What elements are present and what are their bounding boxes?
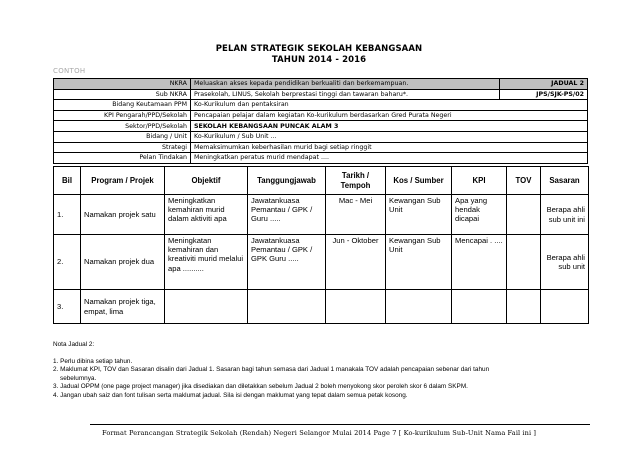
cell-objektif: Meningkatan kemahiran dan kreativiti murid melalui apa .......... (165, 235, 248, 290)
page-footer: Format Perancangan Strategik Sekolah (Rendah) Negeri Selangor Mulai 2014 Page 7 [ Ko-kurikulum Sub-Unit Nama Fail ini ] (102, 429, 537, 437)
header-sasaran: Sasaran (541, 167, 589, 195)
cell-bil: 1. (54, 195, 81, 235)
cell-tov[interactable] (507, 290, 541, 324)
kpi-label: KPI Pengarah/PPD/Sekolah (54, 110, 191, 121)
nkra-value: Meluaskan akses kepada pendidikan berkualiti dan berkemampuan. (191, 79, 500, 90)
header-bil: Bil (54, 167, 81, 195)
info-row-strategi (54, 142, 588, 153)
cell-tov[interactable] (507, 195, 541, 235)
info-row-kpi (54, 110, 588, 121)
kpi-value: Pencapaian pelajar dalam kegiatan Ko-kurikulum berdasarkan Gred Purata Negeri (191, 110, 588, 121)
header-program: Program / Projek (81, 167, 165, 195)
cell-sasaran[interactable] (541, 290, 589, 324)
notes-heading: Nota Jadual 2: (53, 341, 95, 348)
header-kos: Kos / Sumber (386, 167, 452, 195)
note-item: 3. Jadual OPPM (one page project manager) jika disediakan dan diletakkan sebelum Jadual 2 boleh menyokong skor peroleh skor 6 dalam SKPM. (53, 383, 468, 391)
cell-program: Namakan projek satu (81, 195, 165, 235)
header-tov: TOV (507, 167, 541, 195)
ppm-label: Bidang Keutamaan PPM (54, 100, 191, 111)
cell-objektif: Meningkatkan kemahiran murid dalam aktiviti apa (165, 195, 248, 235)
form-code: JPS/SJK-PS/02 (500, 89, 588, 100)
subnkra-label: Sub NKRA (54, 89, 191, 100)
header-kpi: KPI (452, 167, 507, 195)
sektor-label: Sektor/PPD/Sekolah (54, 121, 191, 132)
info-table (53, 78, 588, 164)
cell-kpi: Apa yang hendak dicapai (452, 195, 507, 235)
subnkra-value: Prasekolah, LINUS, Sekolah berprestasi tinggi dan tawaran baharu*. (191, 89, 500, 100)
bidang-label: Bidang / Unit (54, 131, 191, 142)
info-row-bidang (54, 131, 588, 142)
cell-kpi[interactable] (452, 290, 507, 324)
info-row-tindakan (54, 153, 588, 164)
sektor-value: SEKOLAH KEBANGSAAN PUNCAK ALAM 3 (191, 121, 588, 132)
cell-sasaran: Berapa ahli sub unit ini (541, 195, 589, 235)
note-item: 1. Perlu dibina setiap tahun. (53, 357, 133, 365)
cell-kpi: Mencapai . .... (452, 235, 507, 290)
cell-bil: 2. (54, 235, 81, 290)
cell-program: Namakan projek dua (81, 235, 165, 290)
plan-table (53, 166, 589, 324)
cell-kos[interactable] (386, 290, 452, 324)
cell-tanggungjawab: Jawatankuasa Pemantau / GPK / GPK Guru ..... (248, 235, 326, 290)
cell-kos: Kewangan Sub Unit (386, 195, 452, 235)
info-row-ppm (54, 100, 588, 111)
cell-objektif[interactable] (165, 290, 248, 324)
bidang-value: Ko-Kurikulum / Sub Unit ... (191, 131, 588, 142)
cell-tanggungjawab: Jawatankuasa Pemantau / GPK / Guru ..... (248, 195, 326, 235)
table-row (54, 195, 589, 235)
document-title: PELAN STRATEGIK SEKOLAH KEBANGSAAN (215, 44, 423, 54)
table-row (54, 290, 589, 324)
cell-tov[interactable] (507, 235, 541, 290)
strategi-value: Memaksimumkan keberhasilan murid bagi setiap ringgit (191, 142, 588, 153)
tindakan-label: Pelan Tindakan (54, 153, 191, 164)
header-objektif: Objektif (165, 167, 248, 195)
jadual-label: JADUAL 2 (500, 79, 588, 90)
cell-tarikh: Mac - Mei (326, 195, 386, 235)
strategi-label: Strategi (54, 142, 191, 153)
info-row-sektor (54, 121, 588, 132)
note-item: 2. Maklumat KPI, TOV dan Sasaran disalin dari Jadual 1. Sasaran bagi tahun semasa dari Jadual 1 manakala TOV adalah pencapaian sebenar dari tahun (53, 366, 490, 374)
note-item-continued: sebelumnya. (60, 374, 97, 382)
document-subtitle-year: TAHUN 2014 - 2016 (271, 55, 367, 65)
notes-section (53, 341, 593, 401)
cell-program: Namakan projek tiga, empat, lima (81, 290, 165, 324)
cell-sasaran: Berapa ahli sub unit (541, 235, 589, 290)
footer-divider (90, 424, 590, 425)
cell-tarikh: Jun - Oktober (326, 235, 386, 290)
watermark-contoh: CONTOH (53, 67, 86, 75)
info-row-nkra (54, 79, 588, 90)
cell-tanggungjawab[interactable] (248, 290, 326, 324)
table-header-row (54, 167, 589, 195)
cell-kos: Kewangan Sub Unit (386, 235, 452, 290)
note-item: 4. Jangan ubah saiz dan font tulisan serta maklumat jadual. Sila isi dengan maklumat yang tepat dalam semua petak kosong. (53, 391, 408, 399)
header-tanggungjawab: Tanggungjawab (248, 167, 326, 195)
tindakan-value: Meningkatkan peratus murid mendapat .... (191, 153, 588, 164)
cell-tarikh[interactable] (326, 290, 386, 324)
ppm-value: Ko-Kurikulum dan pentaksiran (191, 100, 588, 111)
cell-bil: 3. (54, 290, 81, 324)
table-row (54, 235, 589, 290)
header-tarikh: Tarikh / Tempoh (326, 167, 386, 195)
info-row-subnkra (54, 89, 588, 100)
nkra-label: NKRA (54, 79, 191, 90)
